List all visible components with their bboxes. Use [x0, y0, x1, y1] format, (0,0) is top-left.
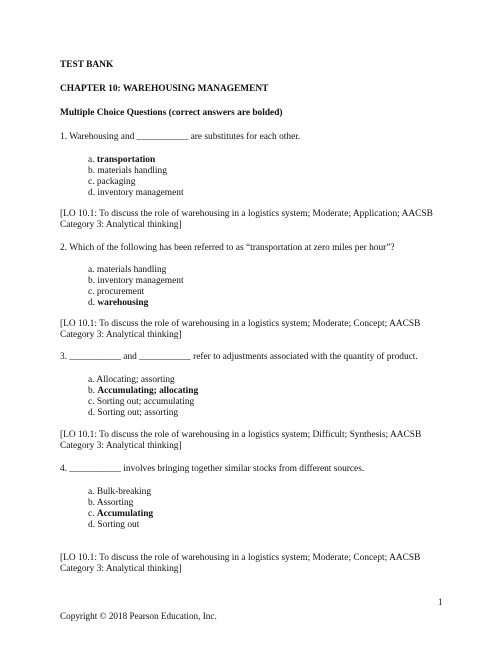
- question-2-option-d: [88, 298, 148, 309]
- option-text-correct: warehousing: [97, 298, 149, 308]
- option-letter: a.: [88, 265, 97, 275]
- question-2-option-c: [88, 287, 144, 298]
- answer-blank: ___________: [139, 352, 191, 362]
- answer-blank: ___________: [69, 352, 121, 362]
- question-4-learning-objective: [LO 10.1: To discuss the role of warehousing in a logistics system; Moderate; Concept; AACSB Category 3: Analytical thinking]: [60, 553, 421, 575]
- option-letter: b.: [88, 498, 97, 508]
- question-1-option-c: [88, 177, 135, 188]
- option-letter: c.: [88, 287, 97, 297]
- question-2-stem: 2. Which of the following has been referred to as “transportation at zero miles per hour”?: [60, 243, 395, 253]
- question-1-option-d: [88, 188, 184, 199]
- option-text: Sorting out; assorting: [97, 408, 179, 418]
- question-2-learning-objective: [LO 10.1: To discuss the role of warehousing in a logistics system; Moderate; Concept; AACSB Category 3: Analytical thinking]: [60, 319, 421, 341]
- option-letter: a.: [88, 487, 97, 497]
- option-text: Allocating; assorting: [96, 375, 175, 385]
- option-text: packaging: [96, 177, 136, 187]
- question-3-option-c: [88, 397, 194, 408]
- option-text: Bulk-breaking: [96, 487, 152, 497]
- section-heading: Multiple Choice Questions (correct answers are bolded): [60, 108, 283, 118]
- copyright-footer: Copyright © 2018 Pearson Education, Inc.: [60, 611, 217, 621]
- option-letter: b.: [88, 386, 98, 396]
- option-text: inventory management: [97, 276, 184, 286]
- question-stem-text: 3.: [60, 352, 70, 362]
- question-1-option-b: [88, 166, 167, 177]
- option-text: materials handling: [97, 166, 167, 176]
- option-letter: b.: [88, 166, 98, 176]
- question-stem-text: and: [120, 352, 140, 362]
- option-text-correct: Accumulating; allocating: [97, 386, 199, 396]
- question-3-stem: [60, 352, 418, 363]
- option-text-correct: transportation: [96, 155, 156, 165]
- option-letter: d.: [88, 298, 98, 308]
- option-letter: c.: [88, 177, 97, 187]
- option-letter: c.: [88, 397, 97, 407]
- chapter-title: CHAPTER 10: WAREHOUSING MANAGEMENT: [60, 84, 269, 94]
- question-4-option-b: [88, 498, 133, 509]
- question-stem-text: involves bringing together similar stocks from different sources.: [120, 464, 365, 474]
- option-text: Assorting: [96, 498, 134, 508]
- option-text: inventory management: [97, 188, 184, 198]
- question-4-option-c: [88, 509, 153, 520]
- question-4-option-d: [88, 520, 139, 531]
- option-text: Sorting out: [97, 520, 140, 530]
- option-letter: d.: [88, 188, 98, 198]
- question-1-stem: [60, 132, 300, 143]
- question-4-option-a: [88, 487, 151, 498]
- option-letter: d.: [88, 408, 98, 418]
- answer-blank: ___________: [136, 132, 189, 142]
- question-stem-text: refer to adjustments associated with the quantity of product.: [190, 352, 418, 362]
- option-letter: c.: [88, 509, 97, 519]
- answer-blank: ___________: [69, 464, 121, 474]
- question-2-option-a: [88, 265, 166, 276]
- option-text: procurement: [96, 287, 145, 297]
- option-text: materials handling: [96, 265, 167, 275]
- option-letter: a.: [88, 155, 97, 165]
- question-3-learning-objective: [LO 10.1: To discuss the role of warehousing in a logistics system; Difficult; Synthesis; AACSB Category 3: Analytical thinking]: [60, 430, 422, 452]
- option-text: Sorting out; accumulating: [96, 397, 195, 407]
- question-4-stem: [60, 464, 364, 475]
- question-stem-text: are substitutes for each other.: [188, 132, 301, 142]
- question-stem-text: 4.: [60, 464, 70, 474]
- question-2-option-b: [88, 276, 184, 287]
- question-1-learning-objective: [LO 10.1: To discuss the role of warehousing in a logistics system; Moderate; Application; AACSB Category 3: Analytical thinking]: [60, 209, 433, 231]
- option-letter: b.: [88, 276, 98, 286]
- question-stem-text: 1. Warehousing and: [60, 132, 137, 142]
- test-bank-heading: TEST BANK: [60, 60, 114, 70]
- option-letter: d.: [88, 520, 98, 530]
- option-text-correct: Accumulating: [96, 509, 154, 519]
- page-number: 1: [438, 597, 443, 607]
- option-letter: a.: [88, 375, 97, 385]
- question-1-option-a: [88, 155, 155, 166]
- question-3-option-d: [88, 408, 178, 419]
- question-3-option-a: [88, 375, 175, 386]
- question-3-option-b: [88, 386, 198, 397]
